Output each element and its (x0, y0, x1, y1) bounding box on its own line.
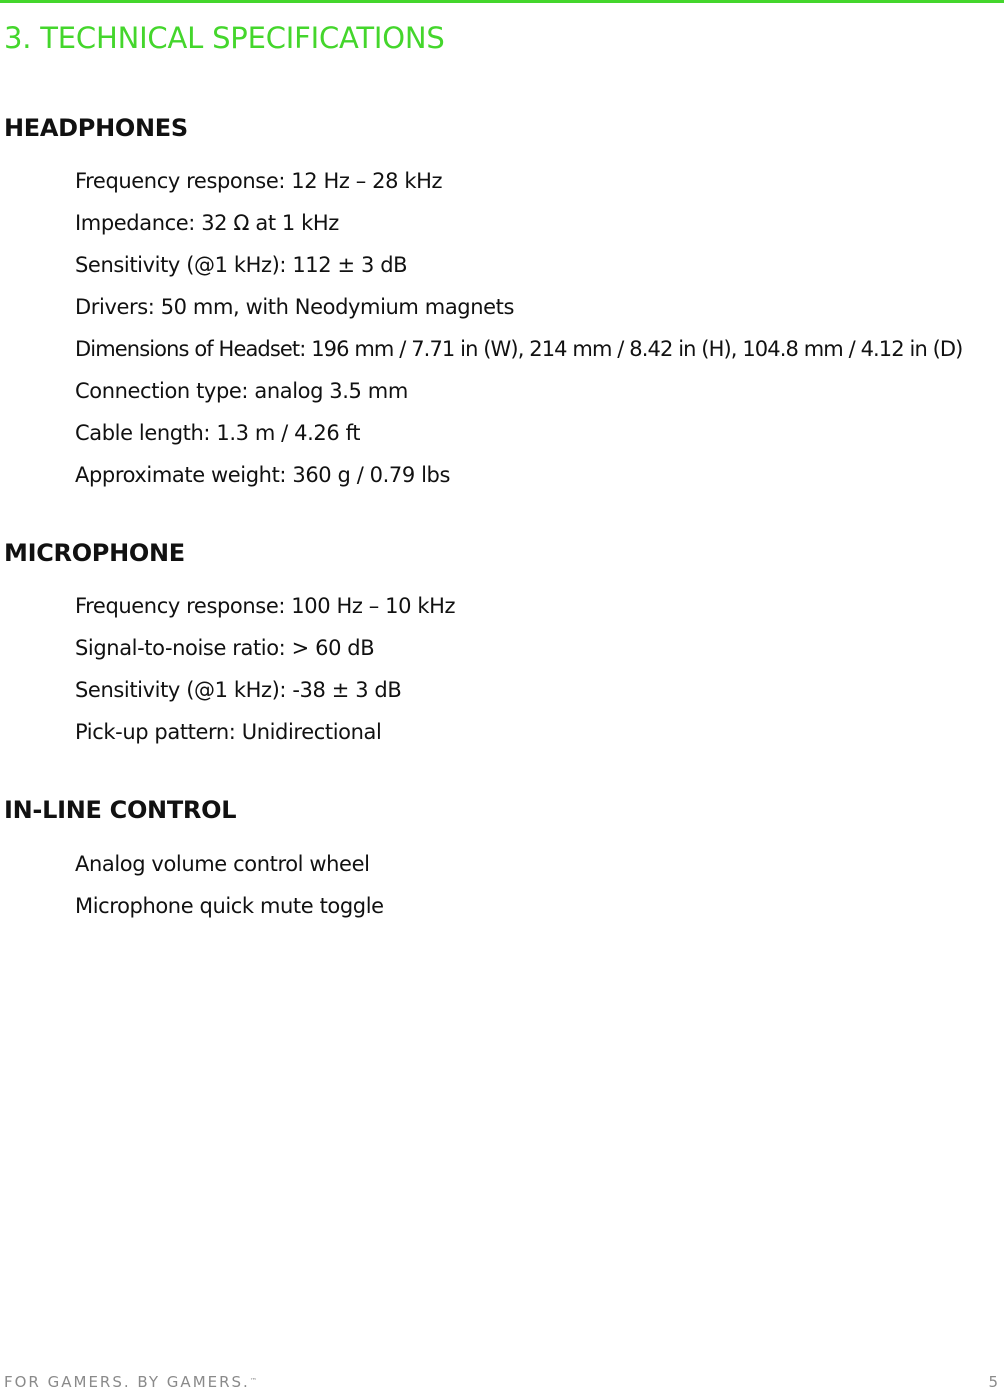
spec-item: Sensitivity (@1 kHz): 112 ± 3 dB (75, 253, 408, 277)
page-title: 3. TECHNICAL SPECIFICATIONS (4, 21, 445, 55)
spec-item: Drivers: 50 mm, with Neodymium magnets (75, 295, 515, 319)
spec-item: Sensitivity (@1 kHz): -38 ± 3 dB (75, 678, 402, 702)
inline-control-spec-list (75, 843, 384, 927)
spec-item: Frequency response: 12 Hz – 28 kHz (75, 169, 443, 193)
section-heading-inline-control: IN-LINE CONTROL (4, 796, 237, 824)
spec-item: Pick-up pattern: Unidirectional (75, 720, 382, 744)
section-heading-microphone: MICROPHONE (4, 539, 185, 567)
spec-item: Microphone quick mute toggle (75, 894, 384, 918)
spec-item: Frequency response: 100 Hz – 10 kHz (75, 594, 456, 618)
spec-item: Signal-to-noise ratio: > 60 dB (75, 636, 375, 660)
trademark-symbol: ™ (249, 1377, 257, 1385)
spec-item: Cable length: 1.3 m / 4.26 ft (75, 421, 361, 445)
spec-item: Connection type: analog 3.5 mm (75, 379, 408, 403)
spec-item: Dimensions of Headset: 196 mm / 7.71 in (W), 214 mm / 8.42 in (H), 104.8 mm / 4.12 in (D) (75, 337, 963, 361)
section-heading-headphones: HEADPHONES (4, 114, 188, 142)
page-number: 5 (988, 1373, 998, 1391)
spec-item: Approximate weight: 360 g / 0.79 lbs (75, 463, 451, 487)
microphone-spec-list (75, 585, 455, 753)
top-accent-rule (0, 0, 1004, 3)
footer-tagline (4, 1372, 257, 1392)
spec-item: Impedance: 32 Ω at 1 kHz (75, 211, 339, 235)
spec-item: Analog volume control wheel (75, 852, 370, 876)
headphones-spec-list (75, 160, 962, 496)
footer-tagline-text: FOR GAMERS. BY GAMERS. (4, 1373, 250, 1391)
